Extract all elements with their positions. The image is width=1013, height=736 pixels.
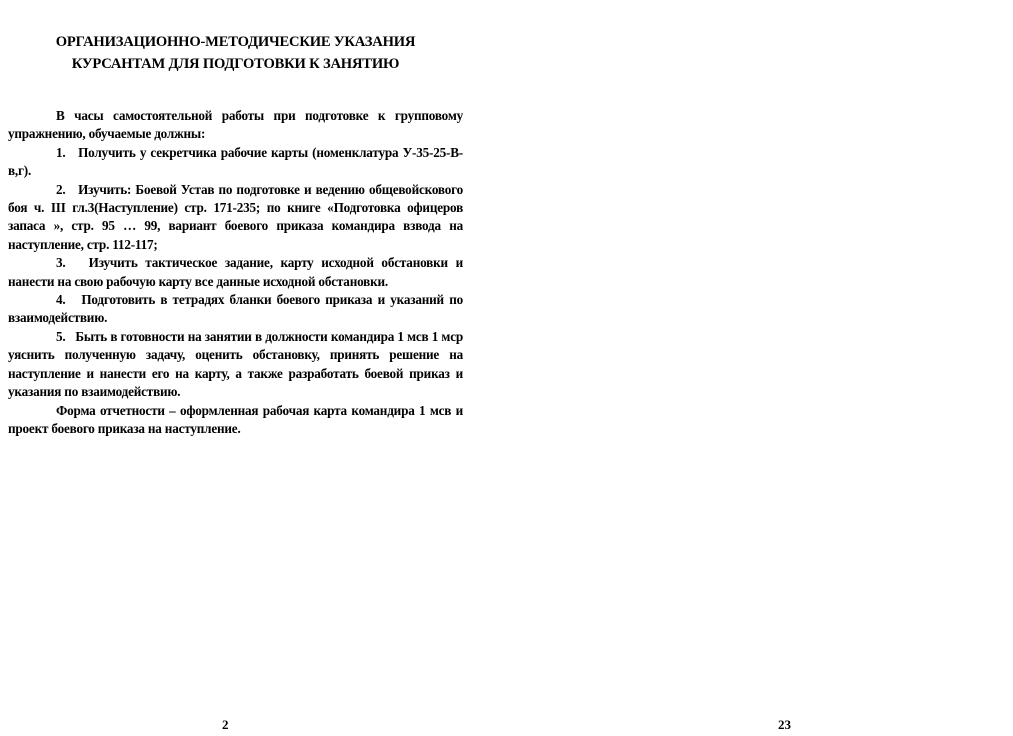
paragraph-item-4	[8, 291, 463, 328]
document-title	[8, 31, 463, 75]
paragraph-item-3	[8, 254, 463, 291]
paragraph-report-form	[8, 402, 463, 439]
paragraph-item-1	[8, 144, 463, 181]
paragraph-item-2	[8, 181, 463, 255]
paragraph-text: Получить у секретчика рабочие карты (номенклатура У-35-25-В-в,г).	[8, 144, 463, 179]
item-number: 4.	[56, 292, 66, 308]
paragraph-text: Изучить: Боевой Устав по подготовке и ведению общевойскового боя ч. III гл.3(Наступление) стр. 171-235; по книге «Подготовка офицеров запаса », стр. 95 … 99, вариант боевого приказа командира взвода на наступление, стр. 112-117;	[8, 181, 463, 252]
paragraph-text: Быть в готовности на занятии в должности командира 1 мсв 1 мср уяснить полученную задачу, оценить обстановку, принять решение на наступление и нанести его на карту, а также разработать боевой приказ и указания по взаимодействию.	[8, 328, 463, 400]
page-number-left: 2	[222, 717, 229, 732]
item-number: 2.	[56, 181, 66, 197]
paragraph-text: Подготовить в тетрадях бланки боевого приказа и указаний по взаимодействию.	[8, 292, 463, 326]
paragraph-text: В часы самостоятельной работы при подготовке к групповому упражнению, обучаемые должны:	[8, 108, 463, 142]
document-body	[8, 107, 463, 438]
paragraph-text: Изучить тактическое задание, карту исходной обстановки и нанести на свою рабочую карту все данные исходной обстановки.	[8, 255, 463, 289]
item-number: 5.	[56, 328, 66, 344]
title-line-2: КУРСАНТАМ ДЛЯ ПОДГОТОВКИ К ЗАНЯТИЮ	[71, 56, 400, 72]
title-line-1: ОРГАНИЗАЦИОННО-МЕТОДИЧЕСКИЕ УКАЗАНИЯ	[55, 34, 416, 50]
page-number-right: 23	[778, 717, 791, 732]
paragraph-item-5	[8, 328, 463, 402]
item-number: 3.	[56, 255, 66, 271]
paragraph-intro	[8, 107, 463, 144]
left-page	[8, 0, 463, 736]
paragraph-text: Форма отчетности – оформленная рабочая карта командира 1 мсв и проект боевого приказа на наступление.	[8, 402, 463, 436]
item-number: 1.	[56, 144, 66, 160]
